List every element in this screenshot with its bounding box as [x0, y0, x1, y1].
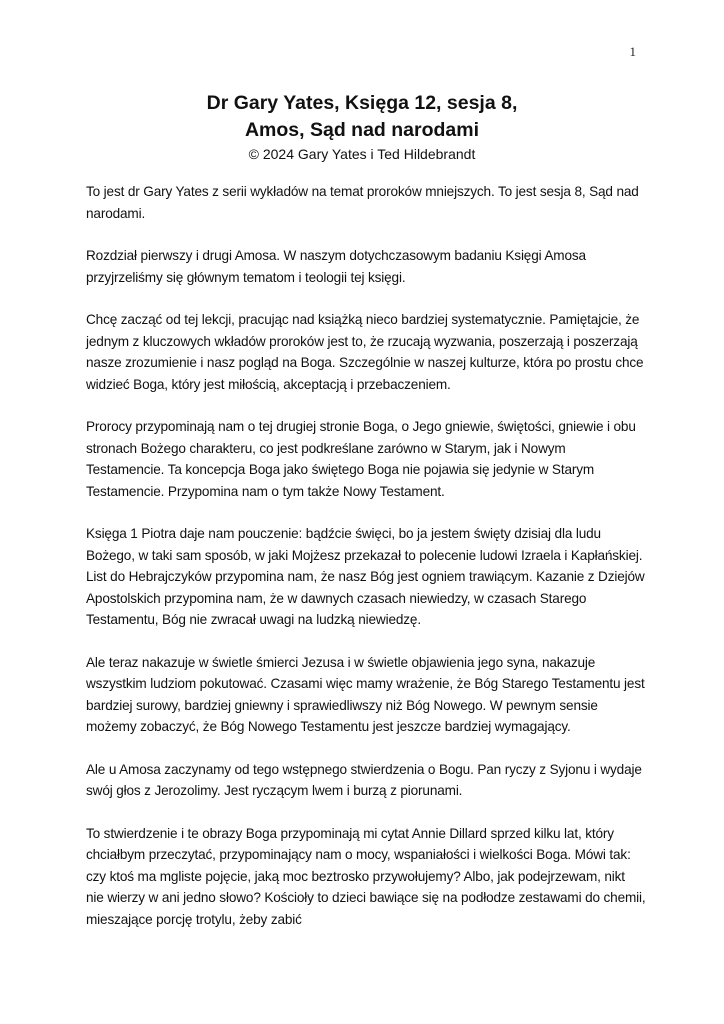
paragraph-5: Księga 1 Piotra daje nam pouczenie: bądźcie święci, bo ja jestem święty dzisiaj dla ludu Bożego, w taki sam sposób, w jaki Mojżesz przekazał to polecenie ludowi Izraela i Kapłańskiej. List do Hebrajczyków przypomina nam, że nasz Bóg jest ogniem trawiącym. Kazanie z Dziejów Apostolskich przypomina nam, że w dawnych czasach niewiedzy, w czasach Starego Testamentu, Bóg nie zwracał uwagi na ludzką niewiedzę.: [86, 526, 645, 627]
paragraph-2: Rozdział pierwszy i drugi Amosa. W naszym dotychczasowym badaniu Księgi Amosa przyjrzeliśmy się głównym tematom i teologii tej księgi.: [86, 248, 586, 285]
document-body: [86, 181, 646, 951]
paragraph-3: Chcę zacząć od tej lekcji, pracując nad książką nieco bardziej systematycznie. Pamiętajcie, że jednym z kluczowych wkładów proroków jest to, że rzucają wyzwania, poszerzają i poszerzają nasze zrozumienie i nasz pogląd na Boga. Szczególnie w naszej kulturze, która po prostu chce widzieć Boga, który jest miłością, akceptacją i przebaczeniem.: [86, 312, 644, 392]
paragraph-4: Prorocy przypominają nam o tej drugiej stronie Boga, o Jego gniewie, świętości, gniewie i obu stronach Bożego charakteru, co jest podkreślane zarówno w Starym, jak i Nowym Testamencie. Ta koncepcja Boga jako świętego Boga nie pojawia się jedynie w Starym Testamencie. Przypomina nam o tym także Nowy Testament.: [86, 419, 636, 499]
paragraph-7: Ale u Amosa zaczynamy od tego wstępnego stwierdzenia o Bogu. Pan ryczy z Syjonu i wydaje swój głos z Jerozolimy. Jest ryczącym lwem i burzą z piorunami.: [86, 761, 642, 798]
document-header: [0, 90, 724, 164]
document-title-line-2: Amos, Sąd nad narodami: [244, 119, 480, 141]
document-title-line-1: Dr Gary Yates, Księga 12, sesja 8,: [206, 92, 518, 114]
paragraph-6: Ale teraz nakazuje w świetle śmierci Jezusa i w świetle objawienia jego syna, nakazuje wszystkim ludziom pokutować. Czasami więc mamy wrażenie, że Bóg Starego Testamentu jest bardziej surowy, bardziej gniewny i sprawiedliwszy niż Bóg Nowego. W pewnym sensie możemy zobaczyć, że Bóg Nowego Testamentu jest jeszcze bardziej wymagający.: [86, 654, 645, 734]
paragraph-1: To jest dr Gary Yates z serii wykładów na temat proroków mniejszych. To jest sesja 8, Sąd nad narodami.: [86, 184, 639, 221]
page-number: 1: [629, 44, 636, 59]
copyright-notice: © 2024 Gary Yates i Ted Hildebrandt: [248, 146, 476, 162]
paragraph-8: To stwierdzenie i te obrazy Boga przypominają mi cytat Annie Dillard sprzed kilku lat, który chciałbym przeczytać, przypominający nam o mocy, wspaniałości i wielkości Boga. Mówi tak: czy ktoś ma mgliste pojęcie, jaką moc beztrosko przywołujemy? Albo, jak podejrzewam, nikt nie wierzy w ani jedno słowo? Kościoły to dzieci bawiące się na podłodze zestawami do chemii, mieszające porcję trotylu, żeby zabić: [86, 825, 646, 927]
